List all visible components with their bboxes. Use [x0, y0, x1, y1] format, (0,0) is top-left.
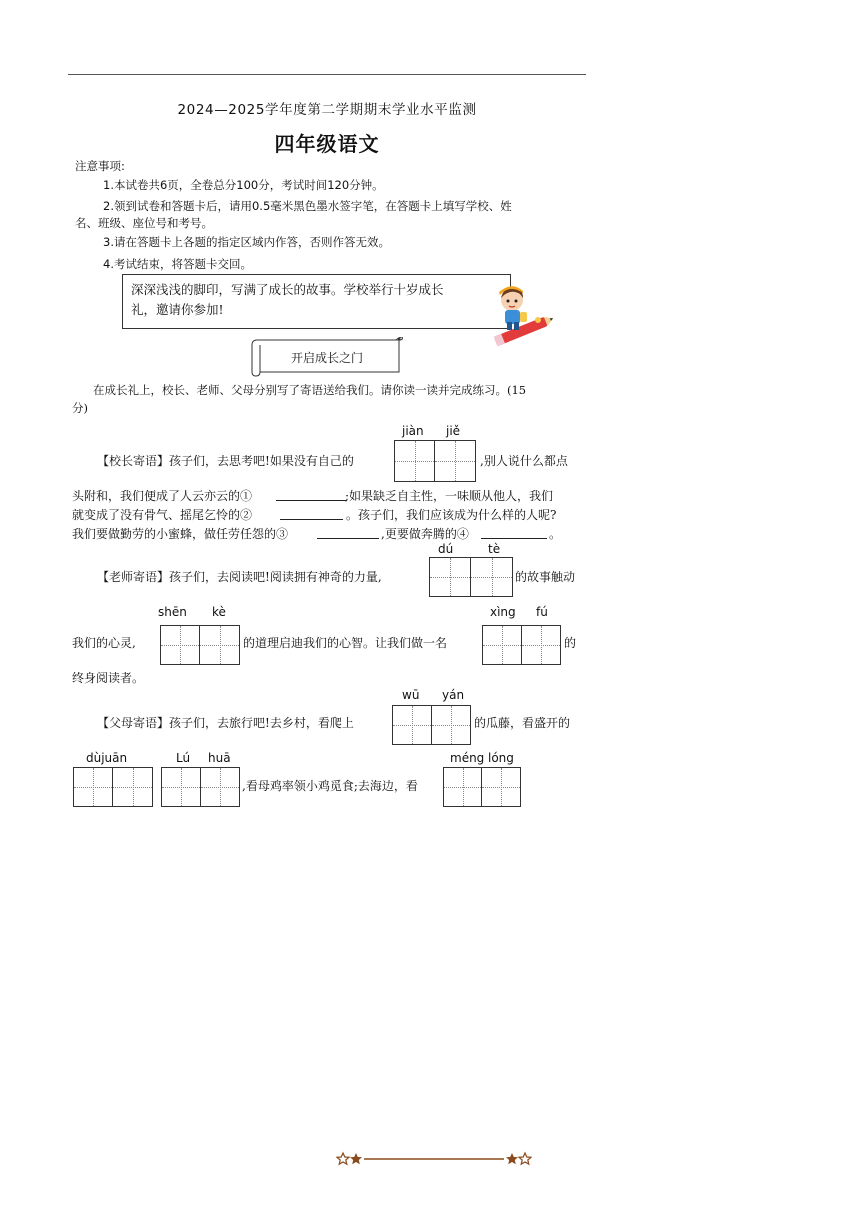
- pinyin-label: shēn: [158, 605, 187, 619]
- character-grid-shenke[interactable]: [160, 625, 240, 665]
- teacher-line: 【老师寄语】孩子们，去阅读吧!阅读拥有神奇的力量,: [97, 570, 382, 584]
- note-item: 3.请在答题卡上各题的指定区域内作答，否则作答无效。: [103, 235, 390, 249]
- character-grid-dujuan[interactable]: [73, 767, 153, 807]
- grid-cell[interactable]: [161, 626, 200, 664]
- principal-line: 我们要做勤劳的小蜜蜂，做任劳任怨的③: [72, 527, 289, 541]
- principal-line: 。孩子们，我们应该成为什么样的人呢?: [346, 508, 557, 522]
- grid-cell[interactable]: [113, 768, 152, 806]
- answer-blank-4[interactable]: [481, 527, 547, 539]
- grid-cell[interactable]: [430, 558, 471, 596]
- grid-cell[interactable]: [201, 768, 239, 806]
- teacher-line: 的道理启迪我们的心智。让我们做一名: [243, 636, 448, 650]
- answer-blank-3[interactable]: [317, 527, 379, 539]
- grid-cell[interactable]: [482, 768, 520, 806]
- pinyin-label: méng: [450, 751, 485, 765]
- character-grid-menglong[interactable]: [443, 767, 521, 807]
- section-title: 开启成长之门: [290, 351, 363, 365]
- grid-cell[interactable]: [444, 768, 482, 806]
- parents-line: ,看母鸡率领小鸡觅食;去海边，看: [242, 779, 418, 793]
- character-grid-luhua[interactable]: [161, 767, 240, 807]
- teacher-line: 的故事触动: [515, 570, 576, 584]
- grid-cell[interactable]: [435, 441, 475, 481]
- intro-box: [122, 274, 511, 329]
- grid-cell[interactable]: [162, 768, 201, 806]
- principal-line: ,更要做奔腾的④: [381, 527, 469, 541]
- principal-line: 就变成了没有骨气、摇尾乞怜的②: [72, 508, 253, 522]
- character-grid-xingfu[interactable]: [482, 625, 561, 665]
- pinyin-label: dùjuān: [86, 751, 128, 765]
- exam-subtitle: 2024—2025学年度第二学期期末学业水平监测: [177, 102, 477, 118]
- intro-line: 礼，邀请你参加!: [131, 302, 224, 317]
- notes-heading: 注意事项:: [75, 159, 125, 173]
- answer-blank-2[interactable]: [280, 508, 343, 520]
- principal-line: 。: [549, 527, 562, 541]
- character-grid-jianjie[interactable]: [394, 440, 476, 482]
- pinyin-label: yán: [442, 688, 465, 702]
- character-grid-dute[interactable]: [429, 557, 513, 597]
- pinyin-label: jiàn: [402, 424, 424, 438]
- pinyin-label: kè: [212, 605, 226, 619]
- pinyin-label: huā: [208, 751, 231, 765]
- grid-cell[interactable]: [432, 706, 470, 744]
- principal-line: 【校长寄语】孩子们，去思考吧!如果没有自己的: [97, 454, 354, 468]
- parents-line: 的瓜藤，看盛开的: [474, 716, 571, 730]
- pinyin-label: fú: [536, 605, 548, 619]
- teacher-line: 的: [564, 636, 577, 650]
- pinyin-label: jiě: [446, 424, 461, 438]
- principal-line: 头附和，我们便成了人云亦云的①: [72, 489, 253, 503]
- principal-line: ,别人说什么都点: [480, 454, 568, 468]
- teacher-line: 我们的心灵,: [72, 636, 136, 650]
- character-grid-wuyan[interactable]: [392, 705, 471, 745]
- pinyin-label: tè: [488, 542, 501, 556]
- pinyin-label: wū: [402, 688, 420, 702]
- pinyin-label: Lú: [176, 751, 191, 765]
- grid-cell[interactable]: [393, 706, 432, 744]
- note-item: 2.领到试卷和答题卡后，请用0.5毫米黑色墨水签字笔，在答题卡上填写学校、姓: [103, 199, 512, 213]
- pinyin-label: lóng: [488, 751, 514, 765]
- principal-line: ;如果缺乏自主性，一味顺从他人，我们: [345, 489, 554, 503]
- grid-cell[interactable]: [74, 768, 113, 806]
- grid-cell[interactable]: [471, 558, 512, 596]
- note-item: 1.本试卷共6页，全卷总分100分，考试时间120分钟。: [103, 178, 384, 192]
- footer-star-divider: [336, 1151, 532, 1167]
- pinyin-label: dú: [438, 542, 454, 556]
- grid-cell[interactable]: [200, 626, 239, 664]
- grid-cell[interactable]: [483, 626, 522, 664]
- pinyin-label: xìng: [490, 605, 516, 619]
- note-item: 4.考试结束，将答题卡交回。: [103, 257, 252, 271]
- intro-line: 深深浅浅的脚印，写满了成长的故事。学校举行十岁成长: [131, 282, 444, 297]
- grid-cell[interactable]: [522, 626, 560, 664]
- exam-title: 四年级语文: [274, 132, 380, 156]
- note-item: 名、班级、座位号和考号。: [75, 216, 213, 230]
- grid-cell[interactable]: [395, 441, 435, 481]
- top-rule: [68, 74, 586, 75]
- teacher-line: 终身阅读者。: [72, 671, 145, 685]
- kid-on-pencil-illustration: [490, 280, 554, 348]
- answer-blank-1[interactable]: [276, 489, 346, 501]
- parents-line: 【父母寄语】孩子们，去旅行吧!去乡村，看爬上: [97, 716, 354, 730]
- section-instruction: 在成长礼上，校长、老师、父母分别写了寄语送给我们。请你读一读并完成练习。(15: [93, 383, 527, 397]
- section-instruction-cont: 分): [72, 401, 88, 415]
